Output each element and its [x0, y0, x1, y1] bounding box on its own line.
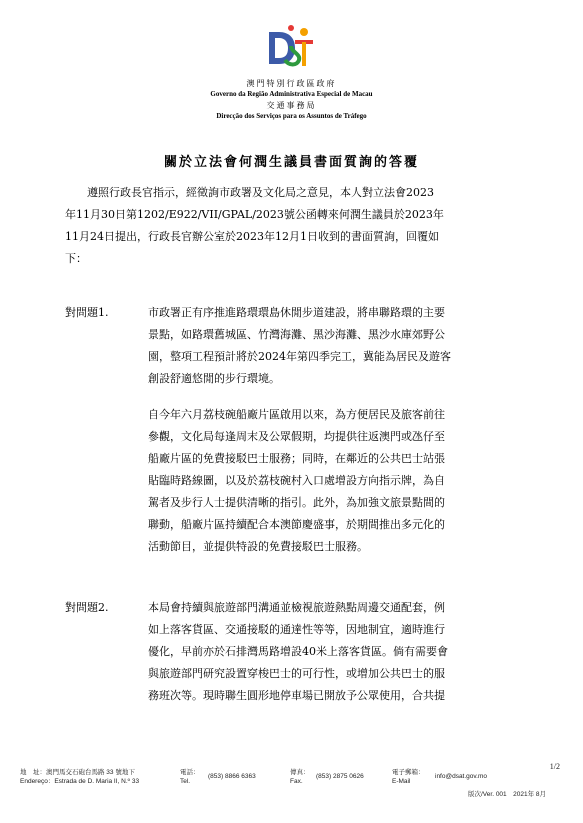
email-block — [392, 768, 425, 786]
question-label: 對問題1. — [65, 306, 109, 319]
version-info: 版次/Ver. 001 2021年 8月 — [468, 791, 547, 798]
answer-body — [148, 597, 543, 721]
department-name-pt: Direcção dos Serviços para os Assuntos de Tráfego — [216, 112, 367, 120]
text-line: 如上落客貨區、交通接駁的通達性等等，因地制宜，適時進行 — [148, 623, 445, 636]
government-name-zh: 澳門特別行政區政府 — [246, 79, 337, 88]
intro-line: 下： — [65, 252, 87, 265]
phone-label-zh: 電話： — [180, 769, 200, 776]
text-line: 貼臨時路線圖，以及於荔枝碗村入口處增設方向指示牌，為自 — [148, 474, 445, 487]
answer-body — [148, 302, 543, 572]
email-label-zh: 電子郵箱： — [392, 769, 425, 776]
text-line: 與旅遊部門研究設置穿梭巴士的可行性，或增加公共巴士的服 — [148, 667, 445, 680]
text-line: 景點，如路環舊城區、竹灣海灘、黑沙海灘、黑沙水庫郊野公 — [148, 328, 445, 341]
answer-paragraph — [148, 597, 543, 707]
fax-block — [290, 768, 310, 786]
address-zh: 澳門馬交石砲台馬路 33 號地下 — [46, 769, 135, 776]
text-line: 參觀，文化局每逢周末及公眾假期，均提供往返澳門或氹仔至 — [148, 430, 445, 443]
answer-paragraph — [148, 404, 543, 558]
address-pt: Estrada de D. Maria II, N.º 33 — [54, 778, 140, 785]
text-line: 優化，早前亦於石排灣馬路增設40米上落客貨區。倘有需要會 — [148, 645, 448, 658]
question-label: 對問題2. — [65, 601, 109, 614]
intro-line: 遵照行政長官指示，經徵詢市政署及文化局之意見，本人對立法會2023 — [87, 186, 434, 199]
phone-number: (853) 8866 6363 — [208, 773, 256, 780]
text-line: 本局會持續與旅遊部門溝通並檢視旅遊熱點周邊交通配套，例 — [148, 601, 445, 614]
intro-paragraph — [65, 182, 545, 270]
address-block — [20, 768, 139, 786]
letterhead — [0, 78, 583, 122]
email-address: info@dsat.gov.mo — [435, 773, 488, 780]
text-line: 創設舒適悠閒的步行環境。 — [148, 372, 280, 385]
phone-block — [180, 768, 200, 786]
document-title: 關於立法會何潤生議員書面質詢的答覆 — [163, 155, 419, 170]
page-number: 1/2 — [549, 762, 560, 771]
fax-label-pt: Fax. — [290, 778, 303, 785]
department-name-zh: 交通事務局 — [266, 101, 317, 110]
email-label-pt: E-Mail — [392, 778, 411, 785]
text-line: 活動節目，並提供特設的免費接駁巴士服務。 — [148, 540, 368, 553]
government-name-pt: Governo da Região Administrativa Especial de Macau — [210, 90, 373, 98]
fax-number: (853) 2875 0626 — [316, 773, 364, 780]
text-line: 駕者及步行人士提供清晰的指引。此外，為加強文旅景點間的 — [148, 496, 445, 509]
fax-label-zh: 傳真： — [290, 769, 310, 776]
phone-label-pt: Tel. — [180, 778, 191, 785]
intro-line: 年11月30日第1202/E922/VII/GPAL/2023號公函轉來何潤生議員於2023年 — [65, 208, 444, 221]
dsat-logo — [265, 20, 317, 70]
address-label-pt: Endereço： — [20, 778, 55, 785]
intro-line: 11月24日提出，行政長官辦公室於2023年12月1日收到的書面質詢，回覆如 — [65, 230, 439, 243]
text-line: 聯動，船廠片區持續配合本澳節慶盛事，於期間推出多元化的 — [148, 518, 445, 531]
text-line: 務班次等。現時聯生圓形地停車場已開放予公眾使用，合共提 — [148, 689, 445, 702]
text-line: 船廠片區的免費接駁巴士服務；同時，在鄰近的公共巴士站張 — [148, 452, 445, 465]
text-line: 自今年六月荔枝碗船廠片區啟用以來，為方便居民及旅客前往 — [148, 408, 445, 421]
address-label-zh: 地 址： — [20, 769, 46, 776]
text-line: 園，整項工程預計將於2024年第四季完工，冀能為居民及遊客 — [148, 350, 451, 363]
answer-paragraph — [148, 302, 543, 390]
text-line: 市政署正有序推進路環環島休閒步道建設，將串聯路環的主要 — [148, 306, 445, 319]
